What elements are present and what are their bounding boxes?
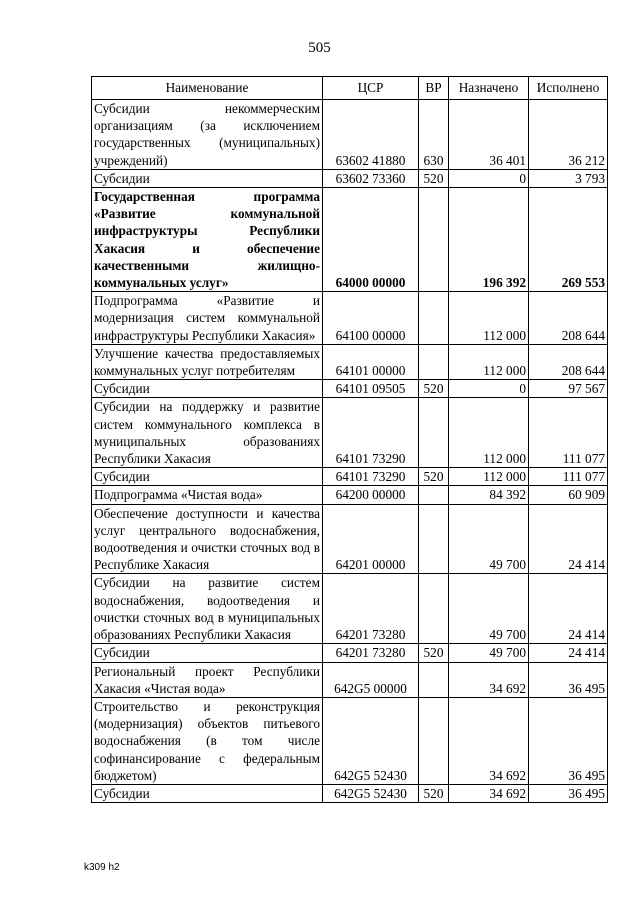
cell-csr: 64101 09505 <box>323 380 419 398</box>
cell-name: Субсидии <box>92 644 323 662</box>
cell-executed: 36 495 <box>529 697 608 784</box>
cell-assigned: 196 392 <box>449 188 529 292</box>
cell-csr: 64101 73290 <box>323 468 419 486</box>
cell-name: Государственная программа «Развитие коммунальной инфраструктуры Республики Хакасия и обеспечение качественными жилищно-коммунальных услуг» <box>92 188 323 292</box>
cell-csr: 64000 00000 <box>323 188 419 292</box>
header-assigned: Назначено <box>449 77 529 100</box>
table-row <box>92 344 608 379</box>
cell-assigned: 84 392 <box>449 486 529 504</box>
cell-executed: 3 793 <box>529 169 608 187</box>
table-row <box>92 468 608 486</box>
cell-csr: 64201 73280 <box>323 644 419 662</box>
table-row <box>92 380 608 398</box>
cell-assigned: 34 692 <box>449 697 529 784</box>
table-row <box>92 504 608 574</box>
cell-assigned: 36 401 <box>449 100 529 170</box>
cell-csr: 642G5 00000 <box>323 662 419 697</box>
cell-name: Региональный проект Республики Хакасия «Чистая вода» <box>92 662 323 697</box>
cell-executed: 36 495 <box>529 784 608 802</box>
table-row <box>92 574 608 644</box>
cell-executed: 36 495 <box>529 662 608 697</box>
cell-csr: 64101 73290 <box>323 398 419 468</box>
cell-name: Обеспечение доступности и качества услуг центрального водоснабжения, водоотведения и очистки сточных вод в Республике Хакасия <box>92 504 323 574</box>
cell-vr <box>419 486 449 504</box>
cell-assigned: 49 700 <box>449 504 529 574</box>
cell-executed: 60 909 <box>529 486 608 504</box>
page-number: 505 <box>308 40 331 56</box>
cell-executed: 24 414 <box>529 574 608 644</box>
cell-name: Подпрограмма «Чистая вода» <box>92 486 323 504</box>
cell-vr: 520 <box>419 468 449 486</box>
cell-csr: 63602 41880 <box>323 100 419 170</box>
table-row <box>92 292 608 345</box>
cell-vr <box>419 504 449 574</box>
table-row <box>92 697 608 784</box>
cell-assigned: 0 <box>449 169 529 187</box>
header-vr: ВР <box>419 77 449 100</box>
cell-executed: 111 077 <box>529 468 608 486</box>
cell-assigned: 112 000 <box>449 344 529 379</box>
cell-name: Субсидии <box>92 169 323 187</box>
cell-name: Улучшение качества предоставляемых коммунальных услуг потребителям <box>92 344 323 379</box>
cell-csr: 64100 00000 <box>323 292 419 345</box>
cell-executed: 111 077 <box>529 398 608 468</box>
cell-csr: 64200 00000 <box>323 486 419 504</box>
table-row <box>92 100 608 170</box>
table-row <box>92 486 608 504</box>
cell-vr <box>419 662 449 697</box>
cell-name: Субсидии <box>92 380 323 398</box>
cell-assigned: 112 000 <box>449 398 529 468</box>
cell-csr: 63602 73360 <box>323 169 419 187</box>
cell-name: Подпрограмма «Развитие и модернизация систем коммунальной инфраструктуры Республики Хакасия» <box>92 292 323 345</box>
header-executed: Исполнено <box>529 77 608 100</box>
cell-name: Субсидии <box>92 468 323 486</box>
cell-executed: 269 553 <box>529 188 608 292</box>
cell-vr: 520 <box>419 784 449 802</box>
cell-assigned: 112 000 <box>449 292 529 345</box>
cell-csr: 64101 00000 <box>323 344 419 379</box>
cell-assigned: 112 000 <box>449 468 529 486</box>
cell-vr <box>419 398 449 468</box>
cell-csr: 642G5 52430 <box>323 697 419 784</box>
cell-vr <box>419 344 449 379</box>
table-row <box>92 784 608 802</box>
cell-vr: 630 <box>419 100 449 170</box>
cell-csr: 64201 73280 <box>323 574 419 644</box>
table-header-row <box>92 77 608 100</box>
table-body <box>92 100 608 803</box>
cell-csr: 642G5 52430 <box>323 784 419 802</box>
cell-vr <box>419 188 449 292</box>
footer-code: k309 h2 <box>84 862 120 873</box>
cell-assigned: 49 700 <box>449 574 529 644</box>
cell-vr: 520 <box>419 169 449 187</box>
cell-executed: 97 567 <box>529 380 608 398</box>
cell-executed: 208 644 <box>529 292 608 345</box>
cell-name: Субсидии некоммерческим организациям (за исключением государственных (муниципальных) учреждений) <box>92 100 323 170</box>
table-row <box>92 398 608 468</box>
table-row <box>92 169 608 187</box>
cell-vr <box>419 697 449 784</box>
table-row <box>92 644 608 662</box>
cell-assigned: 0 <box>449 380 529 398</box>
cell-executed: 24 414 <box>529 644 608 662</box>
cell-assigned: 34 692 <box>449 662 529 697</box>
cell-vr <box>419 574 449 644</box>
cell-vr: 520 <box>419 644 449 662</box>
cell-name: Субсидии на поддержку и развитие систем коммунального комплекса в муниципальных образованиях Республики Хакасия <box>92 398 323 468</box>
header-csr: ЦСР <box>323 77 419 100</box>
cell-name: Субсидии <box>92 784 323 802</box>
cell-executed: 208 644 <box>529 344 608 379</box>
cell-executed: 36 212 <box>529 100 608 170</box>
cell-vr <box>419 292 449 345</box>
table-row <box>92 188 608 292</box>
cell-vr: 520 <box>419 380 449 398</box>
cell-csr: 64201 00000 <box>323 504 419 574</box>
budget-table <box>91 76 608 803</box>
header-name: Наименование <box>92 77 323 100</box>
cell-name: Субсидии на развитие систем водоснабжения, водоотведения и очистки сточных вод в муниципальных образованиях Республики Хакасия <box>92 574 323 644</box>
cell-name: Строительство и реконструкция (модернизация) объектов питьевого водоснабжения (в том числе софинансирование с федеральным бюджетом) <box>92 697 323 784</box>
cell-executed: 24 414 <box>529 504 608 574</box>
cell-assigned: 49 700 <box>449 644 529 662</box>
cell-assigned: 34 692 <box>449 784 529 802</box>
table-row <box>92 662 608 697</box>
